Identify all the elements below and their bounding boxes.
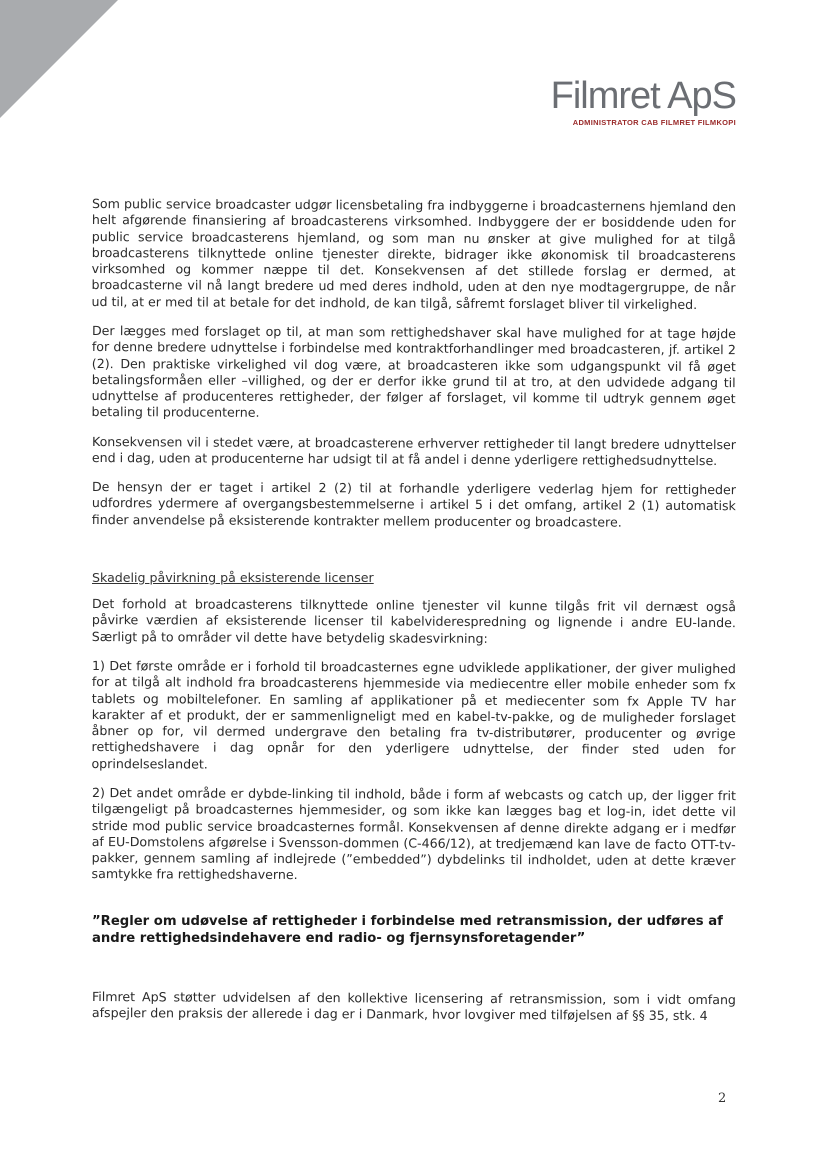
corner-fold-decoration (0, 0, 118, 118)
paragraph: 1) Det første område er i forhold til broadcasternes egne udviklede applikationer, der giver mulighed for at tilgå alt indhold fra broadcasterens hjemmeside via mediecentre eller mobile enheder som fx tablets og mobiltelefoner. En samling af applikationer på et mediecenter som fx Apple TV har karakter af et produkt, der er sammenligneligt med en kabel-tv-pakke, og de muligheder forslaget åbner op for, vil dermed undergrave den betaling fra tv-distributører, producenter og øvrige rettighedshavere i dag opnår for den yderligere udnyttelse, der finder sted uden for oprindelseslandet. (91, 658, 736, 772)
paragraph: Konsekvensen vil i stedet være, at broadcasterene erhverver rettigheder til langt bredere udnyttelser end i dag, uden at producenterne har udsigt til at få andel i denne yderligere rettighedsudnyttelse. (91, 433, 736, 469)
section-heading: Skadelig påvirkning på eksisterende licenser (92, 570, 374, 586)
paragraph: Det forhold at broadcasterens tilknyttede online tjenester vil kunne tilgås frit vil dernæst også påvirke værdien af eksisterende licenser til kabelviderespredning og lignende i andre EU-lande. Særligt på to områder vil dette have betydelig skadesvirkning: (91, 596, 736, 646)
page-number: 2 (718, 1091, 727, 1106)
paragraph: Der lægges med forslaget op til, at man som rettighedshaver skal have mulighed for at tage højde for denne bredere udnyttelse i forbindelse med kontraktforhandlinger med broadcasteren, jf. artikel 2 (2). Den praktiske virkelighed vil dog være, at broadcasteren ikke som udgangspunkt vil få øget betalingsformåen eller –villighed, og der er derfor ikke grund til at tro, at den udvidede adgang til udnyttelse af producenteres rettigheder, der følger af forslaget, vil komme til udtryk gennem øget betaling til producenterne. (91, 323, 736, 421)
paragraph: Som public service broadcaster udgør licensbetaling fra indbyggerne i broadcasternens hjemland den helt afgørende finansiering af broadcasterens virksomhed. Indbyggere der er bosiddende uden for public service broadcasterens hjemland, og som man nu ønsker at give mulighed for at tilgå broadcasterens tilknyttede online tjenester direkte, bidrager ikke økonomisk til broadcasterens virksomhed og kommer næppe til det. Konsekvensen af det stillede forslag er dermed, at broadcasterne vil nå langt bredere ud med deres indhold, uden at den nye modtagergruppe, de når ud til, at er med til at betale for det indhold, de kan tilgå, såfremt forslaget bliver til virkelighed. (91, 196, 736, 312)
paragraph: Filmret ApS støtter udvidelsen af den kollektive licensering af retransmission, som i vidt omfang afspejler den praksis der allerede i dag er i Danmark, hvor lovgiver med tilføjelsen af §§ 35, stk. 4 (91, 989, 736, 1024)
company-logo (551, 76, 736, 127)
logo-name: Filmret ApS (550, 75, 736, 117)
logo-tagline: ADMINISTRATOR CAB FILMRET FILMKOPI (572, 118, 736, 127)
document-body (92, 196, 736, 1035)
bold-section-heading: ”Regler om udøvelse af rettigheder i forbindelse med retransmission, der udføres af andre rettighedsindehavere end radio- og fjernsynsforetagender” (92, 914, 723, 947)
paragraph: 2) Det andet område er dybde-linking til indhold, både i form af webcasts og catch up, der ligger frit tilgængeligt på broadcasternes hjemmesider, og som ikke kan lægges bag et log-in, idet dette vil stride mod public service broadcasternes formål. Konsekvensen af denne direkte adgang er i medfør af EU-Domstolens afgørelse i Svensson-dommen (C-466/12), at tredjemænd kan lave de facto OTT-tv-pakker, gennem samling af indlejrede (”embedded”) dybdelinks til indholdet, uden at dette kræver samtykke fra rettighedshaverne. (91, 785, 736, 883)
paragraph: De hensyn der er taget i artikel 2 (2) til at forhandle yderligere vederlag hjem for rettigheder udfordres ydermere af overgangsbestemmelserne i artikel 5 i det omfang, artikel 2 (1) automatisk finder anvendelse på eksisterende kontrakter mellem producenter og broadcastere. (91, 479, 736, 530)
